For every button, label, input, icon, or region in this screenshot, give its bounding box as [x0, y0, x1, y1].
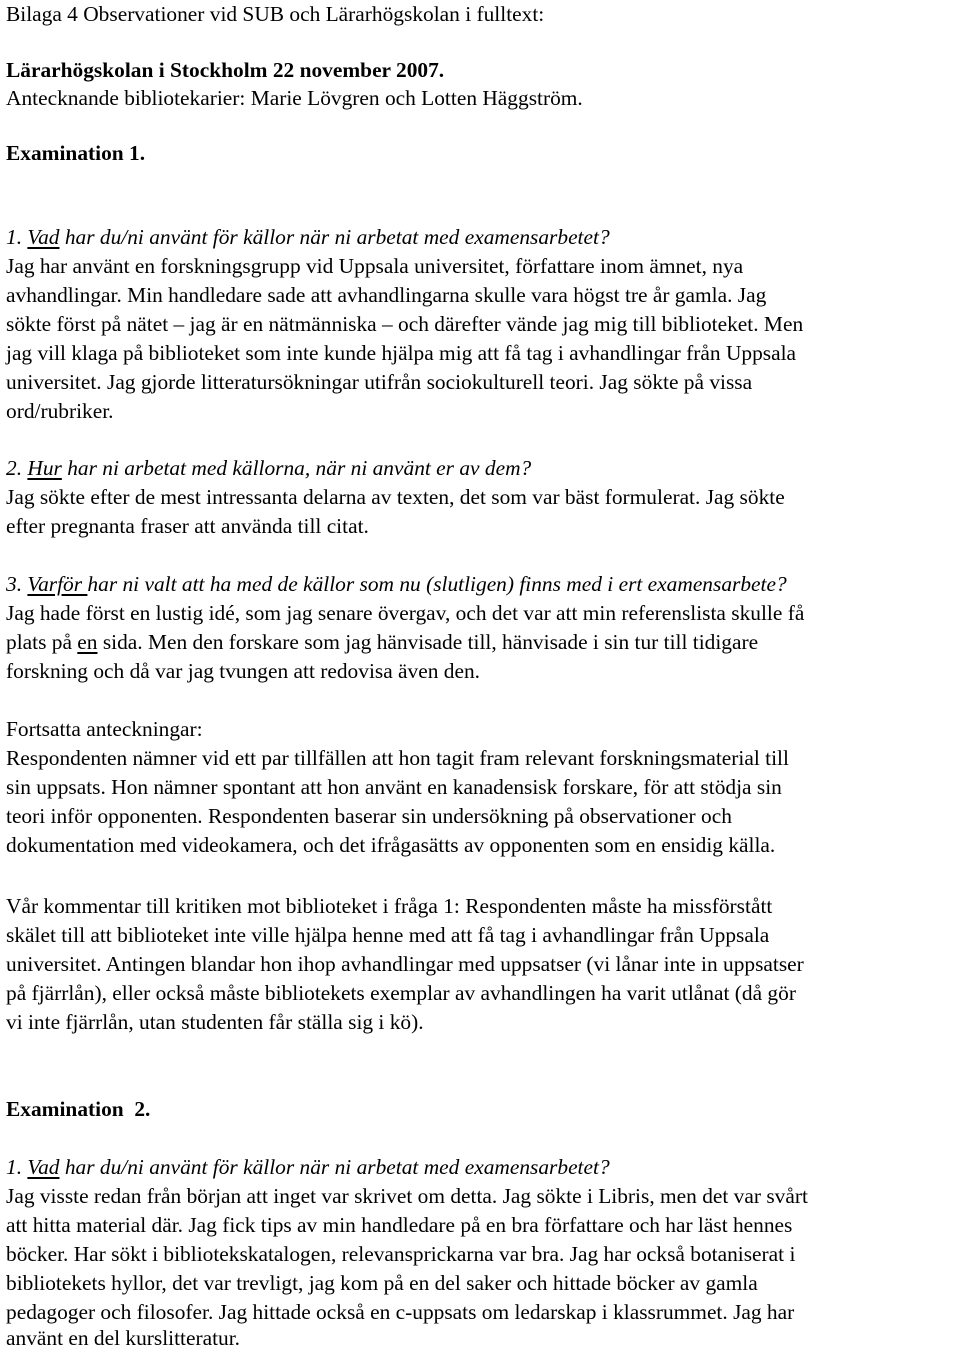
notes-line: sin uppsats. Hon nämner spontant att hon använt en kanadensisk forskare, för att stödja sin	[6, 775, 782, 799]
answer-text: plats på	[6, 630, 78, 654]
comment-line: universitet. Antingen blandar hon ihop avhandlingar med uppsatser (vi lånar inte in uppsatser	[6, 952, 804, 976]
exam2-answer-1-line: Jag visste redan från början att inget var skrivet om detta. Jag sökte i Libris, men det var svårt	[6, 1184, 808, 1208]
comment-line: vi inte fjärrlån, utan studenten får ställa sig i kö).	[6, 1010, 424, 1034]
comment-line: Vår kommentar till kritiken mot biblioteket i fråga 1: Respondenten måste ha missförstått	[6, 894, 773, 918]
document-title: Bilaga 4 Observationer vid SUB och Lärarhögskolan i fulltext:	[6, 2, 545, 26]
librarians-line: Antecknande bibliotekarier: Marie Lövgren och Lotten Häggström.	[6, 86, 583, 110]
exam1-answer-1-line: ord/rubriker.	[6, 399, 114, 423]
question-keyword: Varför	[27, 572, 88, 596]
comment-line: på fjärrlån), eller också måste bibliotekets exemplar av avhandlingen ha varit utlånat (då gör	[6, 981, 796, 1005]
question-keyword: Vad	[27, 225, 60, 249]
question-number: 1.	[6, 1155, 28, 1179]
exam2-answer-1-line: använt en del kurslitteratur.	[6, 1326, 241, 1350]
exam1-question-3	[6, 570, 787, 599]
exam1-answer-3-line	[6, 628, 758, 657]
question-text: har du/ni använt för källor när ni arbetat med examensarbetet?	[59, 1155, 610, 1179]
exam2-answer-1-line: böcker. Har sökt i bibliotekskatalogen, relevansprickarna var bra. Jag har också botaniserat i	[6, 1242, 796, 1266]
exam1-answer-1-line: avhandlingar. Min handledare sade att avhandlingarna skulle vara högst tre år gamla. Jag	[6, 283, 767, 307]
exam2-heading: Examination 2.	[6, 1097, 151, 1121]
question-keyword: Hur	[27, 456, 62, 480]
question-keyword: Vad	[27, 1155, 60, 1179]
exam1-answer-1-line: Jag har använt en forskningsgrupp vid Uppsala universitet, författare inom ämnet, nya	[6, 254, 744, 278]
question-number: 1.	[6, 225, 28, 249]
exam2-answer-1-line: att hitta material där. Jag fick tips av min handledare på en bra författare och har läst hennes	[6, 1213, 793, 1237]
exam2-answer-1-line: bibliotekets hyllor, det var trevligt, jag kom på en del saker och hittade böcker av gamla	[6, 1271, 758, 1295]
question-text: har ni valt att ha med de källor som nu (slutligen) finns med i ert examensarbete?	[87, 572, 787, 596]
answer-text: sida. Men den forskare som jag hänvisade till, hänvisade i sin tur till tidigare	[97, 630, 759, 654]
question-number: 2.	[6, 456, 28, 480]
question-text: har ni arbetat med källorna, när ni använt er av dem?	[61, 456, 532, 480]
exam1-answer-2-line: Jag sökte efter de mest intressanta delarna av texten, det som var bäst formulerat. Jag sökte	[6, 485, 785, 509]
exam1-question-2	[6, 454, 531, 483]
notes-line: teori inför opponenten. Respondenten baserar sin undersökning på observationer och	[6, 804, 732, 828]
exam1-heading: Examination 1.	[6, 141, 146, 165]
exam1-answer-1-line: sökte först på nätet – jag är en nätmänniska – och därefter vände jag mig till biblioteket. Men	[6, 312, 804, 336]
exam1-answer-3-line: Jag hade först en lustig idé, som jag senare övergav, och det var att min referenslista skulle få	[6, 601, 805, 625]
exam2-answer-1-line: pedagoger och filosofer. Jag hittade också en c-uppsats om ledarskap i klassrummet. Jag har	[6, 1300, 795, 1324]
exam1-answer-1-line: jag vill klaga på biblioteket som inte kunde hjälpa mig att få tag i avhandlingar från Uppsala	[6, 341, 797, 365]
location-date: Lärarhögskolan i Stockholm 22 november 2007.	[6, 58, 445, 82]
exam1-question-1	[6, 223, 610, 252]
exam2-question-1	[6, 1153, 610, 1182]
exam1-answer-3-line: forskning och då var jag tvungen att redovisa även den.	[6, 659, 481, 683]
question-number: 3.	[6, 572, 28, 596]
notes-line: dokumentation med videokamera, och det ifrågasätts av opponenten som en ensidig källa.	[6, 833, 776, 857]
exam1-answer-1-line: universitet. Jag gjorde litteratursökningar utifrån sociokulturell teori. Jag sökte på vissa	[6, 370, 753, 394]
notes-heading: Fortsatta anteckningar:	[6, 717, 203, 741]
question-text: har du/ni använt för källor när ni arbetat med examensarbetet?	[59, 225, 610, 249]
exam1-answer-2-line: efter pregnanta fraser att använda till citat.	[6, 514, 369, 538]
comment-line: skälet till att biblioteket inte ville hjälpa henne med att få tag i avhandlingar från Uppsala	[6, 923, 770, 947]
answer-underlined-word: en	[77, 630, 98, 654]
notes-line: Respondenten nämner vid ett par tillfällen att hon tagit fram relevant forskningsmaterial till	[6, 746, 789, 770]
